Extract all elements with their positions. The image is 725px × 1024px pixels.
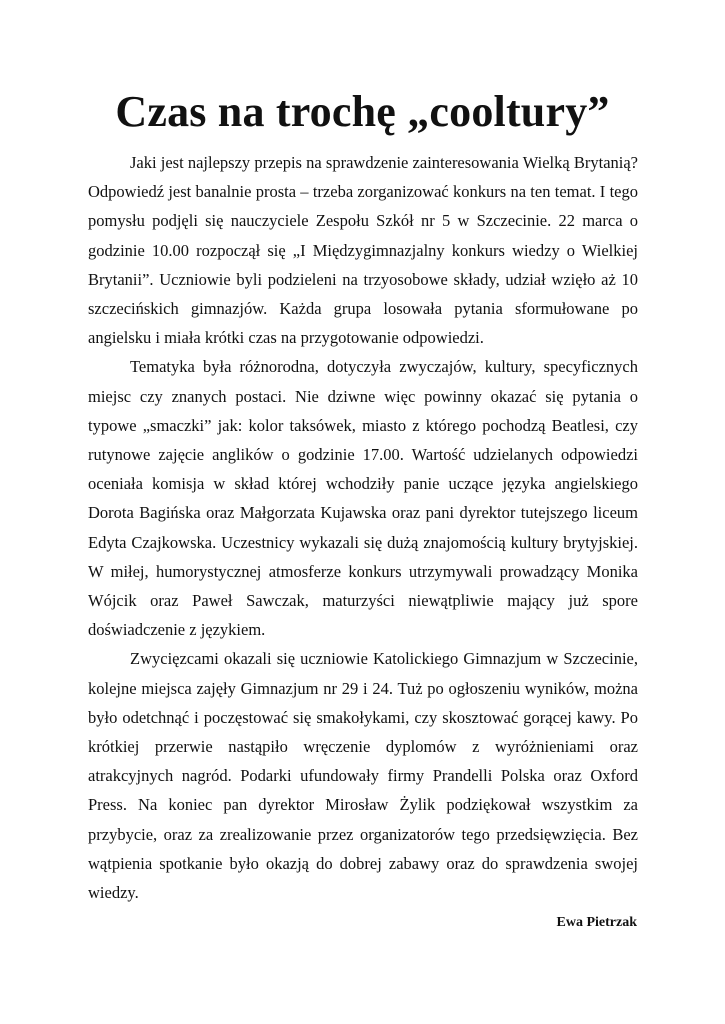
paragraph-1: Jaki jest najlepszy przepis na sprawdzenie zainteresowania Wielką Brytanią? Odpowiedź jest banalnie prosta – trzeba zorganizować konkurs na ten temat. I tego pomysłu podjęli się nauczyciele Zespołu Szkół nr 5 w Szczecinie. 22 marca o godzinie 10.00 rozpoczął się „I Międzygimnazjalny konkurs wiedzy o Wielkiej Brytanii”. Uczniowie byli podzieleni na trzyosobowe składy, udział wzięło aż 10 szczecińskich gimnazjów. Każda grupa losowała pytania sformułowane po angielsku i miała krótki czas na przygotowanie odpowiedzi. [88, 153, 638, 348]
paragraph-2: Tematyka była różnorodna, dotyczyła zwyczajów, kultury, specyficznych miejsc czy znanych postaci. Nie dziwne więc powinny okazać się pytania o typowe „smaczki” jak: kolor taksówek, miasto z którego pochodzą Beatlesi, czy rutynowe zajęcie anglików o godzinie 17.00. Wartość udzielanych odpowiedzi oceniała komisja w skład której wchodziły panie uczące języka angielskiego Dorota Bagińska oraz Małgorzata Kujawska oraz pani dyrektor tutejszego liceum Edyta Czajkowska. Uczestnicy wykazali się dużą znajomością kultury brytyjskiej. W miłej, humorystycznej atmosferze konkurs utrzymywali prowadzący Monika Wójcik oraz Paweł Sawczak, maturzyści niewątpliwie mający już spore doświadczenie z językiem. [88, 357, 638, 640]
author-signature: Ewa Pietrzak [556, 915, 637, 930]
article-title: Czas na trochę „cooltury” [115, 87, 610, 136]
paragraph-3: Zwycięzcami okazali się uczniowie Katolickiego Gimnazjum w Szczecinie, kolejne miejsca zajęły Gimnazjum nr 29 i 24. Tuż po ogłoszeniu wyników, można było odetchnąć i poczęstować się smakołykami, czy skosztować gorącej kawy. Po krótkiej przerwie nastąpiło wręczenie dyplomów z wyróżnieniami oraz atrakcyjnych nagród. Podarki ufundowały firmy Prandelli Polska oraz Oxford Press. Na koniec pan dyrektor Mirosław Żylik podziękował wszystkim za przybycie, oraz za zrealizowanie przez organizatorów tego przedsięwzięcia. Bez wątpienia spotkanie było okazją do dobrej zabawy oraz do sprawdzenia swojej wiedzy. [88, 649, 638, 903]
article-body [88, 148, 638, 907]
